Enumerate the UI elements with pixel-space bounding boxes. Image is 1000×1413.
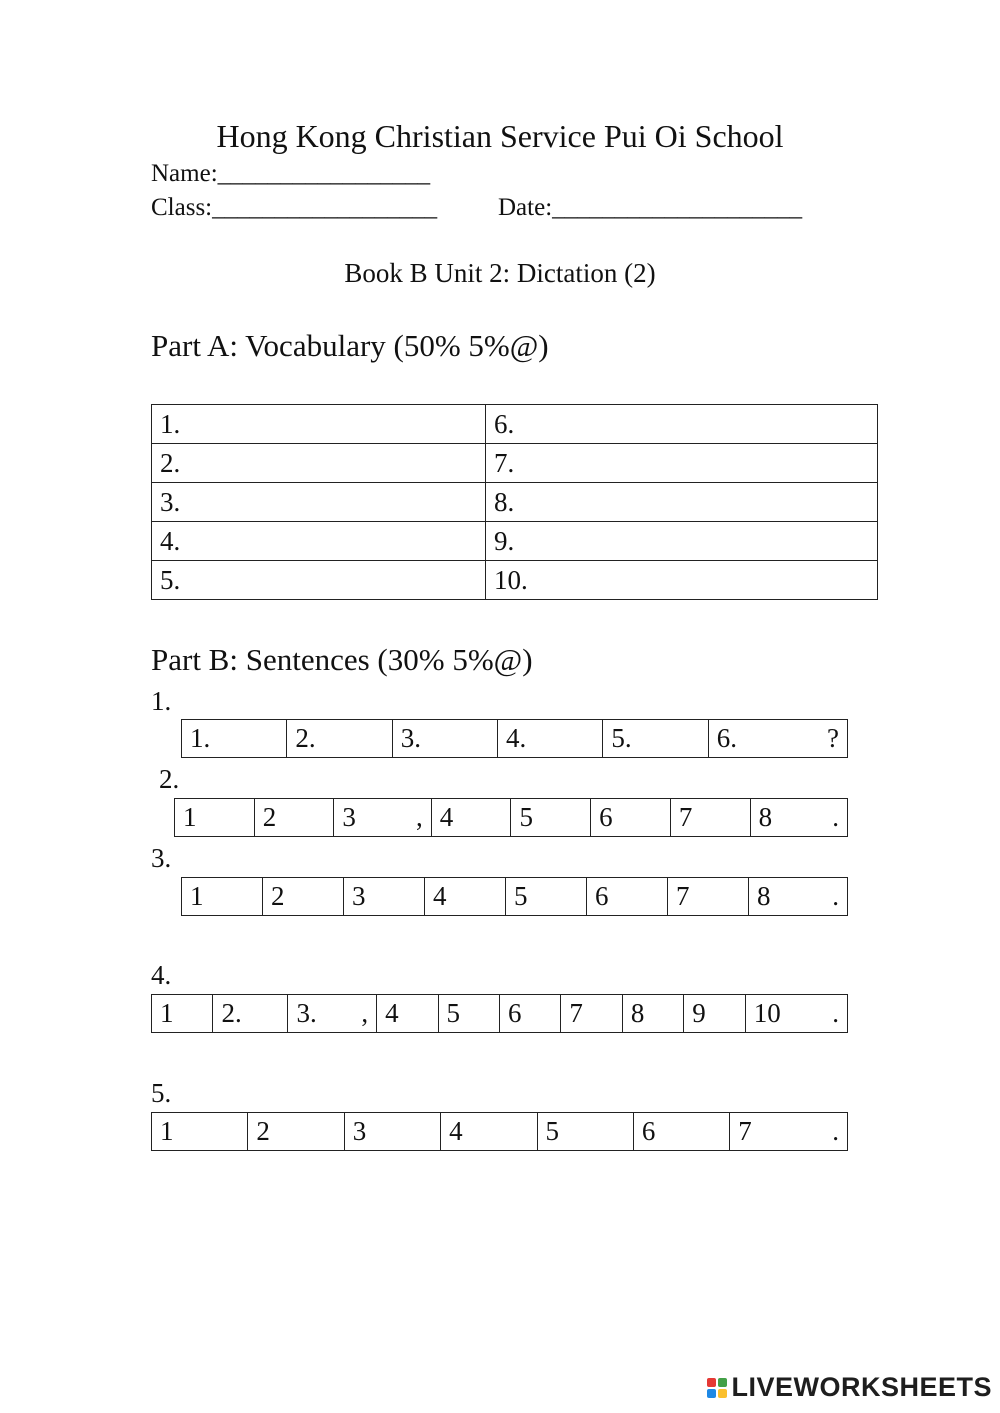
word-cell-content: [183, 804, 254, 831]
table-row: [152, 1113, 848, 1151]
word-cell-content: [717, 725, 847, 752]
word-cell[interactable]: [182, 720, 287, 758]
word-number: 1: [183, 802, 197, 832]
word-cell-content: [221, 1000, 287, 1027]
liveworksheets-logo-icon: [707, 1378, 727, 1398]
word-cell-content: [569, 1000, 621, 1027]
word-cell-content: [676, 883, 748, 910]
vocab-cell[interactable]: 10.: [486, 561, 878, 600]
word-cell-content: [738, 1118, 847, 1145]
table-row: [152, 522, 878, 561]
word-cell[interactable]: [511, 799, 591, 837]
word-cell[interactable]: [603, 720, 708, 758]
vocab-cell[interactable]: 5.: [152, 561, 486, 600]
word-cell-content: [433, 883, 505, 910]
vocab-cell[interactable]: 7.: [486, 444, 878, 483]
punctuation-mark: .: [832, 881, 839, 911]
vocab-cell[interactable]: 8.: [486, 483, 878, 522]
table-row: [182, 720, 848, 758]
word-cell[interactable]: [377, 995, 438, 1033]
word-cell-content: [440, 804, 511, 831]
word-cell[interactable]: [499, 995, 560, 1033]
word-number: 1.: [190, 723, 211, 753]
sentence-number: 3.: [151, 843, 172, 873]
logo-square: [718, 1389, 727, 1398]
word-number: 4: [439, 802, 454, 832]
word-number: 7: [569, 998, 583, 1028]
word-cell[interactable]: [431, 799, 511, 837]
word-number: 1: [160, 998, 174, 1028]
word-cell-content: [595, 883, 667, 910]
word-cell-content: [160, 1118, 247, 1145]
word-number: 5: [545, 1116, 559, 1146]
word-number: 4: [433, 881, 447, 911]
word-cell-content: [342, 804, 430, 831]
word-cell[interactable]: [334, 799, 431, 837]
word-cell-content: [296, 1000, 376, 1027]
word-number: 5.: [611, 723, 632, 753]
sentence-table: [174, 798, 848, 837]
dictation-subtitle: Book B Unit 2: Dictation (2): [344, 258, 656, 288]
sentence-table: [181, 877, 848, 916]
word-cell[interactable]: [288, 995, 377, 1033]
word-cell-content: [611, 725, 707, 752]
table-row: [175, 799, 848, 837]
sentence-number: 1.: [151, 686, 172, 716]
word-cell[interactable]: [287, 720, 392, 758]
word-number: 3: [352, 1116, 367, 1146]
word-cell-content: [599, 804, 670, 831]
table-row: [152, 561, 878, 600]
word-cell-content: [385, 1000, 437, 1027]
logo-square: [718, 1378, 727, 1387]
vocab-cell[interactable]: 9.: [486, 522, 878, 561]
table-row: [152, 405, 878, 444]
word-cell[interactable]: [441, 1113, 537, 1151]
punctuation-mark: .: [832, 998, 839, 1028]
word-cell-content: [160, 1000, 212, 1027]
name-line: Name:_________________: [151, 160, 431, 187]
word-cell-content: [295, 725, 391, 752]
word-cell-content: [546, 1118, 633, 1145]
word-cell-content: [692, 1000, 744, 1027]
table-row: [152, 995, 848, 1033]
logo-square: [707, 1389, 716, 1398]
word-cell-content: [642, 1118, 729, 1145]
word-cell-content: [506, 725, 602, 752]
word-cell[interactable]: [622, 995, 683, 1033]
part-b-heading: Part B: Sentences (30% 5%@): [151, 642, 533, 677]
word-cell-content: [271, 883, 343, 910]
sentence-table: [151, 1112, 848, 1151]
sentence-table: [181, 719, 848, 758]
vocab-cell[interactable]: 3.: [152, 483, 486, 522]
word-cell-content: [631, 1000, 683, 1027]
word-cell[interactable]: [506, 878, 587, 916]
word-cell[interactable]: [263, 878, 344, 916]
word-cell-content: [757, 883, 847, 910]
table-row: [152, 483, 878, 522]
word-number: 7: [676, 881, 690, 911]
word-cell[interactable]: [750, 799, 847, 837]
word-cell[interactable]: [344, 878, 425, 916]
word-number: 7: [738, 1116, 752, 1146]
vocab-cell[interactable]: 6.: [486, 405, 878, 444]
table-row: [152, 444, 878, 483]
word-cell-content: [447, 1000, 499, 1027]
liveworksheets-logo-text: LIVEWORKSHEETS: [731, 1372, 992, 1402]
word-cell-content: [353, 1118, 440, 1145]
word-number: 3: [352, 881, 366, 911]
word-number: 2: [262, 802, 277, 832]
punctuation-mark: ,: [361, 998, 369, 1028]
word-cell[interactable]: [438, 995, 499, 1033]
word-number: 3.: [400, 723, 421, 753]
word-number: 5: [514, 881, 528, 911]
table-row: [182, 878, 848, 916]
punctuation-mark: ?: [827, 723, 839, 753]
word-cell-content: [263, 804, 334, 831]
word-cell[interactable]: [344, 1113, 440, 1151]
word-cell[interactable]: [633, 1113, 729, 1151]
word-cell[interactable]: [708, 720, 847, 758]
word-cell-content: [519, 804, 590, 831]
word-cell[interactable]: [684, 995, 745, 1033]
word-cell-content: [190, 725, 286, 752]
word-cell[interactable]: [668, 878, 749, 916]
word-cell-content: [449, 1118, 536, 1145]
word-number: 6: [507, 998, 522, 1028]
word-cell-content: [256, 1118, 343, 1145]
word-cell[interactable]: [537, 1113, 633, 1151]
word-cell-content: [679, 804, 750, 831]
word-cell[interactable]: [425, 878, 506, 916]
word-cell[interactable]: [670, 799, 750, 837]
word-cell[interactable]: [175, 799, 255, 837]
word-cell-content: [514, 883, 586, 910]
word-number: 9: [692, 998, 706, 1028]
word-number: 5: [446, 998, 461, 1028]
word-number: 5: [519, 802, 533, 832]
word-cell[interactable]: [591, 799, 671, 837]
class-line: Class:__________________: [151, 194, 438, 221]
word-number: 3: [342, 802, 356, 832]
word-number: 4: [449, 1116, 463, 1146]
vocabulary-table: [151, 404, 878, 600]
word-number: 6: [599, 802, 613, 832]
sentence-table: [151, 994, 848, 1033]
word-number: 2: [271, 881, 285, 911]
word-cell[interactable]: [182, 878, 263, 916]
word-cell-content: [508, 1000, 560, 1027]
word-number: 7: [678, 802, 693, 832]
word-number: 8: [630, 998, 645, 1028]
word-cell-content: [190, 883, 262, 910]
word-cell-content: [352, 883, 424, 910]
word-cell[interactable]: [749, 878, 848, 916]
word-number: 8: [758, 802, 773, 832]
word-number: 6: [595, 881, 609, 911]
word-number: 4: [385, 998, 399, 1028]
word-number: 2.: [295, 723, 316, 753]
punctuation-mark: .: [832, 1116, 839, 1146]
word-number: 3.: [296, 998, 317, 1028]
word-number: 6.: [716, 723, 737, 753]
vocab-cell[interactable]: 2.: [152, 444, 486, 483]
logo-square: [707, 1378, 716, 1387]
word-cell[interactable]: [254, 799, 334, 837]
word-cell[interactable]: [498, 720, 603, 758]
word-number: 6: [641, 1116, 656, 1146]
word-cell[interactable]: [730, 1113, 848, 1151]
sentence-number: 2.: [159, 764, 180, 794]
sentence-number: 4.: [151, 960, 172, 990]
punctuation-mark: ,: [416, 802, 423, 832]
date-line: Date:____________________: [498, 194, 803, 221]
word-number: 1: [190, 881, 204, 911]
vocab-cell[interactable]: 4.: [152, 522, 486, 561]
word-number: 2.: [221, 998, 242, 1028]
word-cell[interactable]: [561, 995, 622, 1033]
word-number: 2: [256, 1116, 270, 1146]
word-cell[interactable]: [152, 995, 213, 1033]
word-cell-content: [754, 1000, 847, 1027]
word-number: 10: [753, 998, 781, 1028]
word-cell[interactable]: [392, 720, 497, 758]
part-a-heading: Part A: Vocabulary (50% 5%@): [151, 328, 549, 363]
word-number: 4.: [506, 723, 527, 753]
word-cell[interactable]: [745, 995, 847, 1033]
word-cell[interactable]: [152, 1113, 248, 1151]
punctuation-mark: .: [832, 802, 839, 832]
liveworksheets-logo: [707, 1372, 992, 1403]
school-title: Hong Kong Christian Service Pui Oi School: [216, 118, 784, 154]
word-number: 8: [757, 881, 771, 911]
word-cell[interactable]: [587, 878, 668, 916]
word-cell[interactable]: [213, 995, 288, 1033]
word-number: 1: [160, 1116, 174, 1146]
sentence-number: 5.: [151, 1078, 172, 1108]
word-cell-content: [401, 725, 497, 752]
vocab-cell[interactable]: 1.: [152, 405, 486, 444]
word-cell[interactable]: [248, 1113, 344, 1151]
word-cell-content: [759, 804, 847, 831]
